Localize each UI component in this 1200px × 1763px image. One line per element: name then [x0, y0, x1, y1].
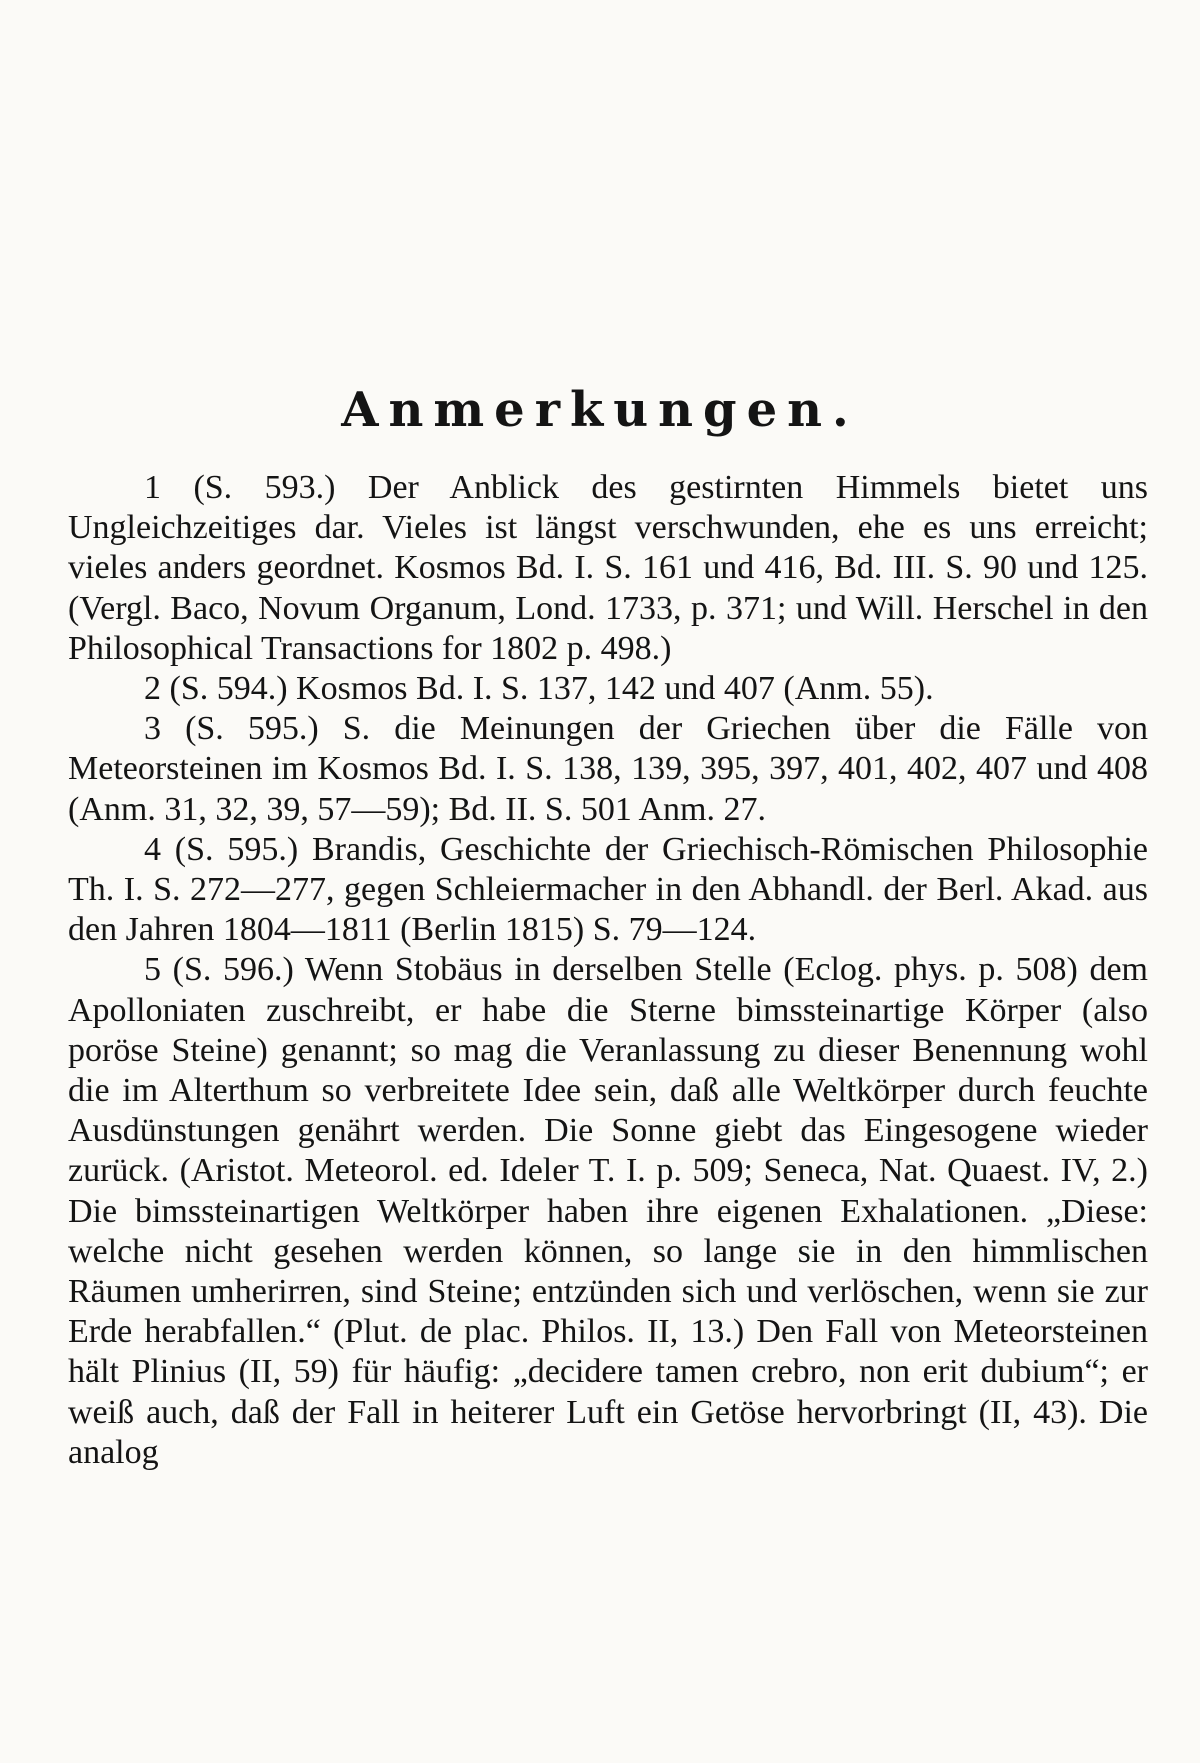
- note-2: 2 (S. 594.) Kosmos Bd. I. S. 137, 142 und 407 (Anm. 55).: [144, 670, 934, 708]
- note-1: 1 (S. 593.) Der Anblick des gestirnten Himmels bietet uns Ungleichzeitiges dar. Vieles ist längst verschwunden, ehe es uns erreicht; vieles anders geordnet. Kosmos Bd. I. S. 161 und 416, Bd. III. S. 90 und 125. (Vergl. Baco, Novum Organum, Lond. 1733, p. 371; und Will. Herschel in den Philosophical Transactions for 1802 p. 498.): [68, 469, 1148, 667]
- note-4: 4 (S. 595.) Brandis, Geschichte der Griechisch-Römischen Philosophie Th. I. S. 272—277, gegen Schleiermacher in den Abhandl. der Berl. Akad. aus den Jahren 1804—1811 (Berlin 1815) S. 79—124.: [68, 830, 1148, 949]
- notes-list: [68, 468, 1148, 1473]
- page-title: Anmerkungen.: [341, 382, 859, 439]
- note-3: 3 (S. 595.) S. die Meinungen der Griechen über die Fälle von Meteorsteinen im Kosmos Bd. I. S. 138, 139, 395, 397, 401, 402, 407 und 408 (Anm. 31, 32, 39, 57—59); Bd. II. S. 501 Anm. 27.: [68, 710, 1148, 828]
- note-5: 5 (S. 596.) Wenn Stobäus in derselben Stelle (Eclog. phys. p. 508) dem Apolloniaten zuschreibt, er habe die Sterne bimssteinartige Körper (also poröse Steine) genannt; so mag die Veranlassung zu dieser Benennung wohl die im Alterthum so verbreitete Idee sein, daß alle Weltkörper durch feuchte Ausdünstungen genährt werden. Die Sonne giebt das Eingesogene wieder zurück. (Aristot. Meteorol. ed. Ideler T. I. p. 509; Seneca, Nat. Quaest. IV, 2.) Die bimssteinartigen Weltkörper haben ihre eigenen Exhalationen. „Diese: welche nicht gesehen werden können, so lange sie in den himmlischen Räumen umherirren, sind Steine; entzünden sich und verlöschen, wenn sie zur Erde herabfallen.“ (Plut. de plac. Philos. II, 13.) Den Fall von Meteorsteinen hält Plinius (II, 59) für häufig: „decidere tamen crebro, non erit dubium“; er weiß auch, daß der Fall in heiterer Luft ein Getöse hervorbringt (II, 43). Die analog: [68, 951, 1148, 1471]
